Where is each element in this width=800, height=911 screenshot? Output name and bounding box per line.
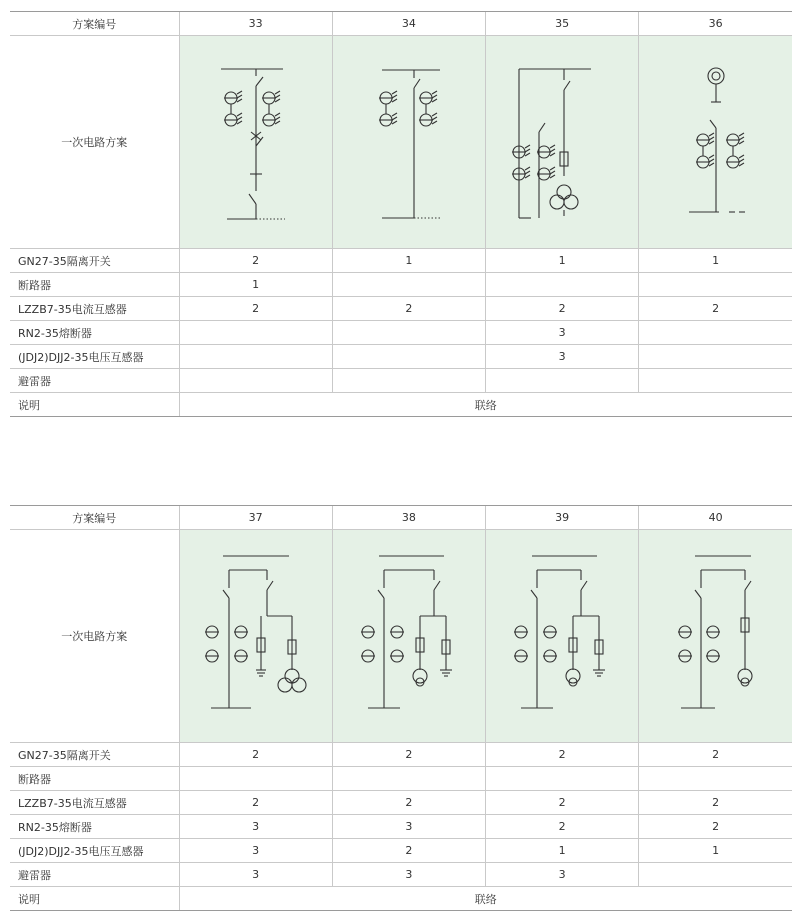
cell-value: 2 [332,791,485,815]
cell-value: 3 [179,815,332,839]
table-row [10,839,792,863]
scheme-code: 35 [486,12,639,36]
table-row [10,345,792,369]
row-label: 避雷器 [10,369,179,393]
row-label: 避雷器 [10,863,179,887]
row-label: GN27-35隔离开关 [10,249,179,273]
cell-value [179,321,332,345]
cell-value: 2 [486,297,639,321]
row-label: (JDJ2)DJJ2-35电压互感器 [10,345,179,369]
cell-value [332,767,485,791]
cell-value [179,345,332,369]
cell-value [639,321,792,345]
circuit-diagram-35 [486,36,639,249]
cell-value: 1 [486,839,639,863]
row-label: LZZB7-35电流互感器 [10,297,179,321]
cell-value: 2 [179,743,332,767]
table-row [10,743,792,767]
note-label: 说明 [10,887,179,911]
table-row [10,863,792,887]
cell-value: 2 [639,791,792,815]
diagram-row [10,36,792,249]
scheme-code: 33 [179,12,332,36]
row-label: RN2-35熔断器 [10,815,179,839]
cell-value [639,369,792,393]
header-row [10,506,792,530]
cell-value: 3 [486,863,639,887]
cell-value [179,767,332,791]
row-label: (JDJ2)DJJ2-35电压互感器 [10,839,179,863]
cell-value: 3 [486,345,639,369]
cell-value: 2 [332,839,485,863]
cell-value: 3 [332,815,485,839]
table-row [10,321,792,345]
note-label: 说明 [10,393,179,417]
diagram-row-label: 一次电路方案 [10,36,179,249]
scheme-code: 38 [332,506,485,530]
cell-value: 1 [639,249,792,273]
circuit-diagram-37 [179,530,332,743]
table-row [10,767,792,791]
cell-value [332,273,485,297]
circuit-diagram-36 [639,36,792,249]
cell-value [639,273,792,297]
row-label: GN27-35隔离开关 [10,743,179,767]
table-row [10,791,792,815]
scheme-code: 34 [332,12,485,36]
circuit-diagram-39 [486,530,639,743]
table-row [10,249,792,273]
cell-value [332,345,485,369]
cell-value [486,767,639,791]
circuit-diagram-33 [179,36,332,249]
diagram-row-label: 一次电路方案 [10,530,179,743]
cell-value: 2 [639,815,792,839]
scheme-table-2 [10,505,792,911]
row-label: 断路器 [10,767,179,791]
scheme-code: 39 [486,506,639,530]
cell-value: 2 [639,297,792,321]
cell-value [486,273,639,297]
header-label: 方案编号 [10,506,179,530]
cell-value: 1 [486,249,639,273]
cell-value: 2 [486,815,639,839]
cell-value: 2 [639,743,792,767]
table-row [10,297,792,321]
row-label: 断路器 [10,273,179,297]
cell-value: 2 [179,791,332,815]
note-row [10,393,792,417]
cell-value: 3 [486,321,639,345]
cell-value [179,369,332,393]
table-row [10,273,792,297]
circuit-diagram-38 [332,530,485,743]
cell-value [332,369,485,393]
note-value: 联络 [179,887,792,911]
cell-value: 3 [332,863,485,887]
cell-value: 1 [639,839,792,863]
header-row [10,12,792,36]
cell-value [639,863,792,887]
cell-value: 1 [332,249,485,273]
cell-value: 3 [179,863,332,887]
scheme-code: 40 [639,506,792,530]
cell-value [639,767,792,791]
diagram-row [10,530,792,743]
cell-value: 2 [179,297,332,321]
note-value: 联络 [179,393,792,417]
table-row [10,369,792,393]
cell-value: 2 [179,249,332,273]
scheme-code: 37 [179,506,332,530]
cell-value [486,369,639,393]
cell-value: 2 [486,791,639,815]
cell-value: 1 [179,273,332,297]
cell-value: 2 [332,297,485,321]
header-label: 方案编号 [10,12,179,36]
cell-value: 3 [179,839,332,863]
cell-value [332,321,485,345]
cell-value [639,345,792,369]
table-row [10,815,792,839]
circuit-diagram-34 [332,36,485,249]
row-label: RN2-35熔断器 [10,321,179,345]
row-label: LZZB7-35电流互感器 [10,791,179,815]
scheme-table-1 [10,11,792,417]
cell-value: 2 [486,743,639,767]
circuit-diagram-40 [639,530,792,743]
scheme-code: 36 [639,12,792,36]
note-row [10,887,792,911]
cell-value: 2 [332,743,485,767]
